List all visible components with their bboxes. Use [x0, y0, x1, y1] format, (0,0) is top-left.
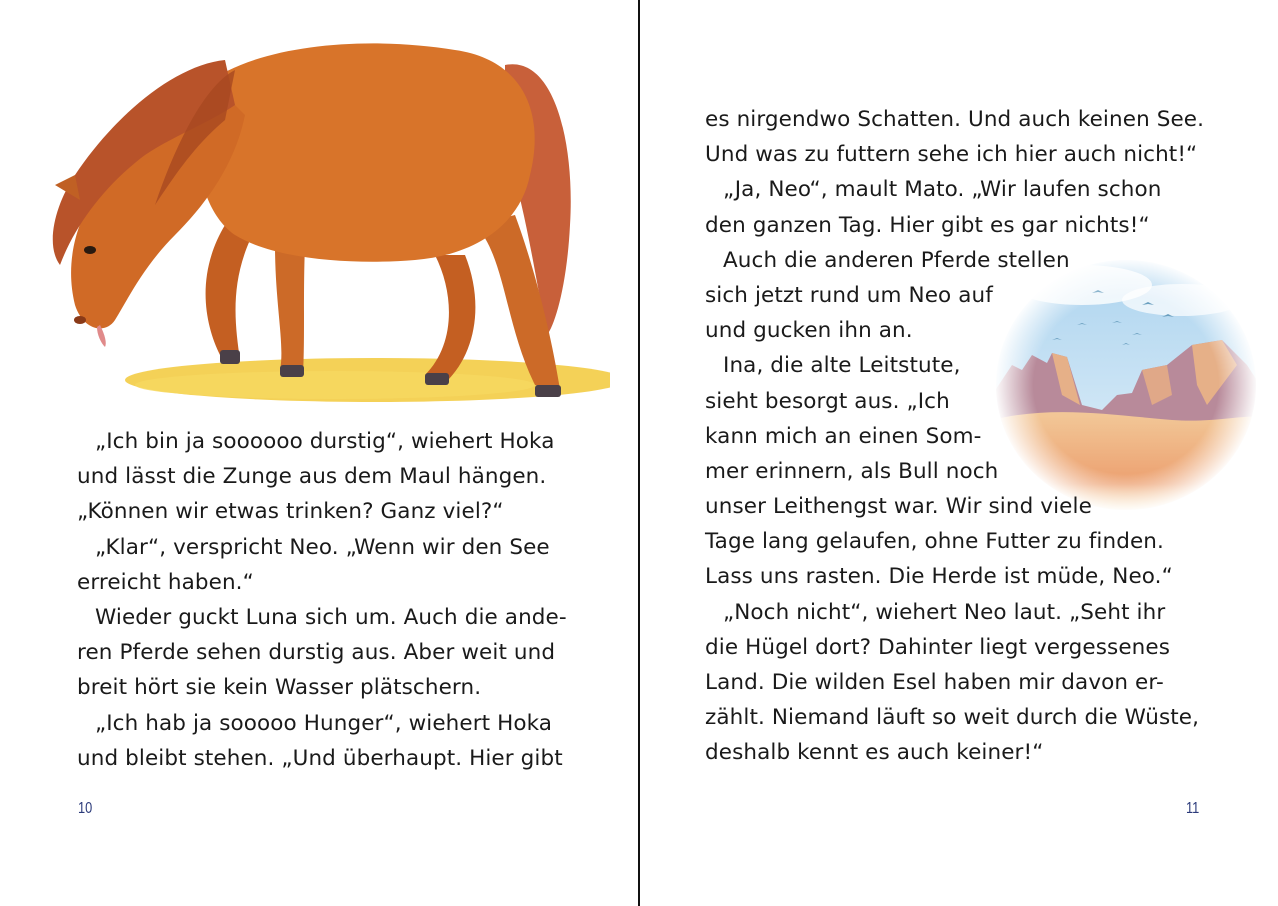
text-line: Und was zu futtern sehe ich hier auch nicht!“: [705, 142, 1198, 168]
text-line: und lässt die Zunge aus dem Maul hängen.: [77, 464, 547, 490]
text-line: „Können wir etwas trinken? Ganz viel?“: [77, 499, 504, 525]
text-line: kann mich an einen Som-: [705, 423, 982, 449]
text-line: „Noch nicht“, wiehert Neo laut. „Seht ihr: [723, 599, 1166, 625]
left-page: [0, 0, 638, 906]
text-line: sieht besorgt aus. „Ich: [705, 388, 950, 414]
text-line: zählt. Niemand läuft so weit durch die Wüste,: [705, 705, 1200, 731]
horse-grazing-illustration: [35, 25, 610, 415]
text-line: unser Leithengst war. Wir sind viele: [705, 494, 1092, 520]
text-line: die Hügel dort? Dahinter liegt vergessenes: [705, 634, 1171, 660]
text-line: erreicht haben.“: [77, 569, 254, 595]
text-line: breit hört sie kein Wasser plätschern.: [77, 675, 482, 701]
right-page-text: [705, 102, 1204, 771]
text-line: Lass uns rasten. Die Herde ist müde, Neo.“: [705, 564, 1173, 590]
text-line: „Ja, Neo“, mault Mato. „Wir laufen schon: [723, 177, 1162, 203]
text-line: ren Pferde sehen durstig aus. Aber weit und: [77, 640, 556, 666]
text-line: Auch die anderen Pferde stellen: [723, 247, 1070, 273]
text-line: „Ich hab ja sooooo Hunger“, wiehert Hoka: [95, 710, 553, 736]
page-number-right: 11: [1186, 800, 1200, 817]
text-line: Wieder guckt Luna sich um. Auch die ande-: [95, 604, 567, 630]
left-page-text: [77, 424, 567, 776]
text-line: mer erinnern, als Bull noch: [705, 458, 999, 484]
text-line: deshalb kennt es auch keiner!“: [705, 740, 1044, 766]
text-line: sich jetzt rund um Neo auf: [705, 282, 993, 308]
text-line: Tage lang gelaufen, ohne Futter zu finden.: [705, 529, 1164, 555]
text-line: Ina, die alte Leitstute,: [723, 353, 961, 379]
text-line: „Klar“, verspricht Neo. „Wenn wir den See: [95, 534, 550, 560]
text-line: den ganzen Tag. Hier gibt es gar nichts!“: [705, 212, 1150, 238]
page-number-left: 10: [78, 800, 93, 817]
text-line: es nirgendwo Schatten. Und auch keinen See.: [705, 107, 1205, 132]
text-line: Land. Die wilden Esel haben mir davon er-: [705, 670, 1164, 695]
text-line: und bleibt stehen. „Und überhaupt. Hier gibt: [77, 745, 563, 771]
right-page: [640, 0, 1278, 906]
text-line: und gucken ihn an.: [705, 318, 913, 344]
text-line: „Ich bin ja soooooo durstig“, wiehert Hoka: [95, 429, 555, 454]
